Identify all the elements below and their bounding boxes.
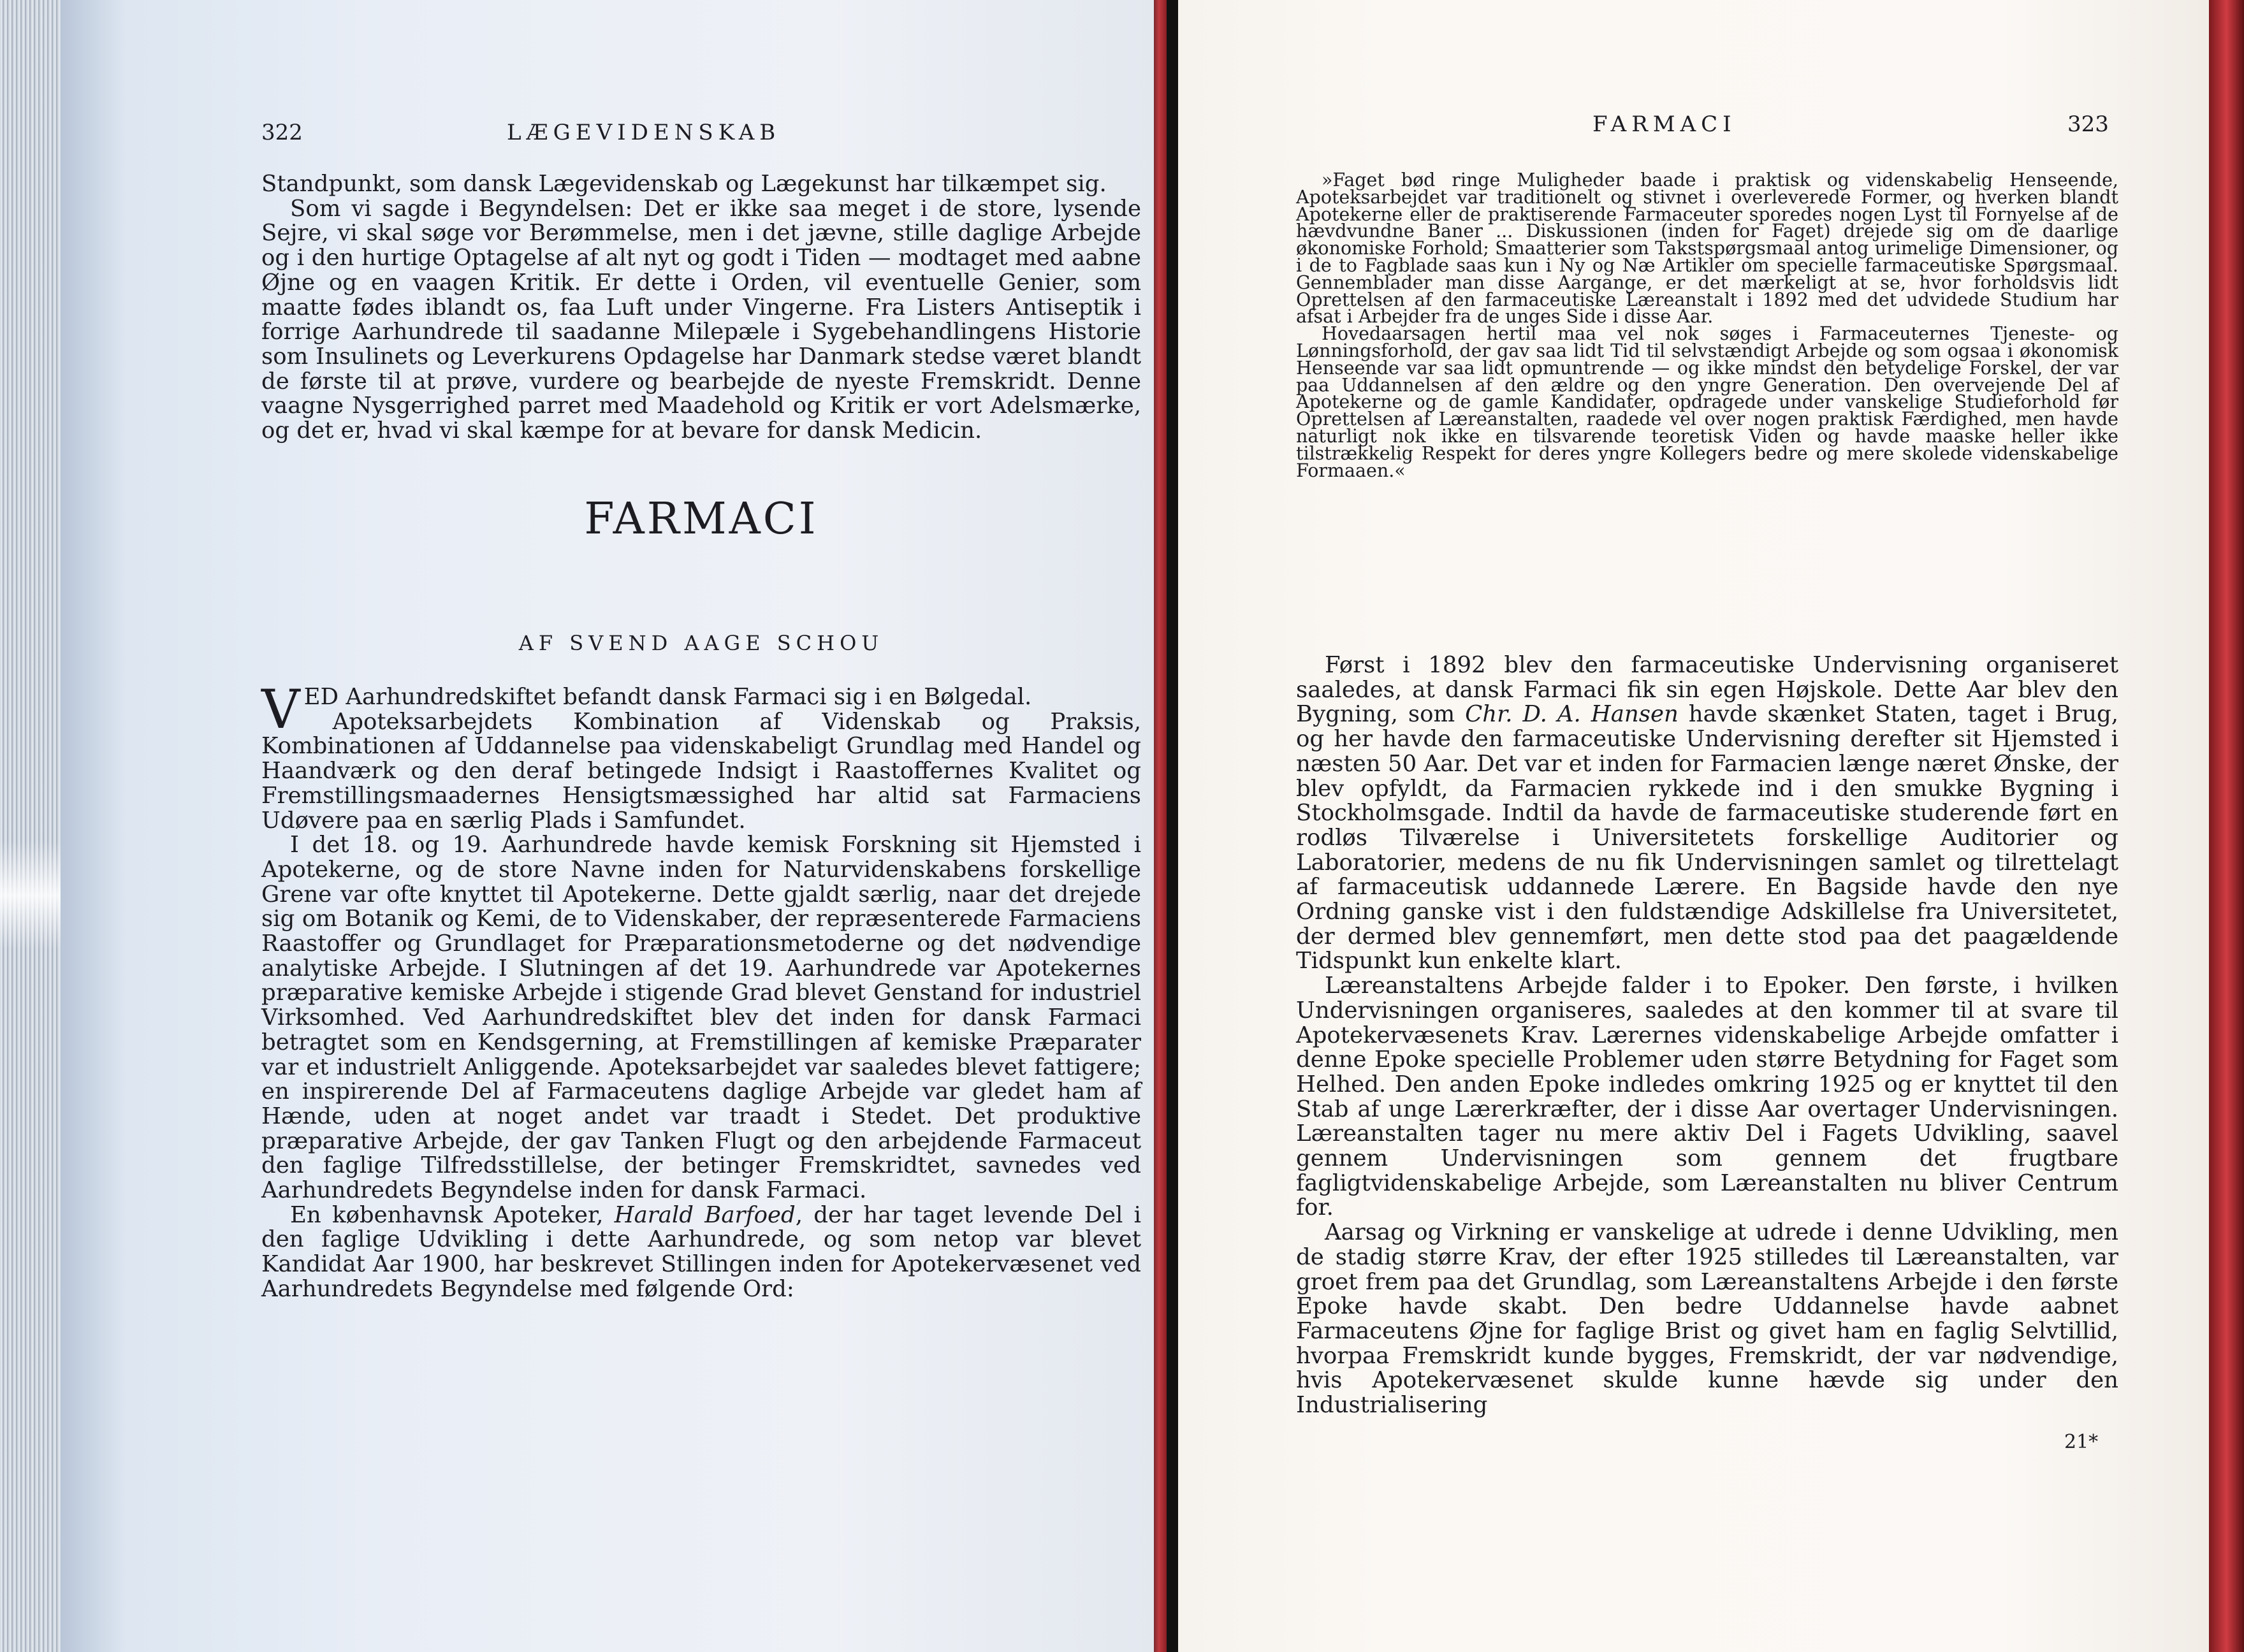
right-paragraph-1-text-b: havde skænket Staten, taget i Brug, og her havde den farmaceutiske Undervisning derefter sit Hjemsted i næsten 50 Aar. Det var et inden for Farmacien længe næret Ønske, der blev opfyldt, da Farmacien rykkede ind i den smukke Bygning i Stockholmsgade. Indtil da havde de farmaceutiske studerende ført en rodløs Tilværelse i Universitetets forskellige Auditorier og Laboratorier, medens de nu fik Undervisningen samlet og tilrettelagt af farmaceutisk uddannede Lærere. En Bagside havde den nye Ordning ganske vist i den fuldstændige Adskillelse fra Universitetet, der dermed blev gennemført, men dette stod paa det paagældende Tidspunkt kun enkelte klart.: [1296, 701, 2118, 975]
left-page-number: 322: [261, 120, 303, 145]
right-paragraph-1: [1296, 653, 2118, 974]
paragraph-1: Apoteksarbejdets Kombination af Videnskab og Praksis, Kombinationen af Uddannelse paa videnskabeligt Grundlag med Handel og Haandværk og den deraf betingede Indsigt i Raastoffernes Kvalitet og Fremstillingsmaadernes Hensigtsmæssighed har altid sat Farmaciens Udøvere paa en særlig Plads i Samfundet.: [261, 708, 1141, 834]
right-paragraph-3: Aarsag og Virkning er vanskelige at udrede i denne Udvikling, men de stadig større Krav, der efter 1925 stilledes til Læreanstalten, var groet frem paa det Grundlag, som Læreanstaltens Arbejde i den første Epoke havde skabt. Den bedre Uddannelse havde aabnet Farmaceutens Øjne for faglige Brist og givet ham en faglig Selvtillid, hvorpaa Fremskridt kunde bygges, Fremskridt, der var nødvendige, hvis Apotekervæsenet skulde kunne hævde sig under den Industrialisering: [1296, 1219, 2118, 1419]
right-page-number: 323: [2067, 112, 2109, 137]
paragraph-3-text-b: , der har taget levende Del i den faglige Udvikling i dette Aarhundrede, og som netop var blevet Kandidat Aar 1900, har beskrevet Stillingen inden for Apotekervæsenet ved Aarhundredets Begyndelse med følgende Ord:: [261, 1201, 1141, 1302]
right-body-text: [1296, 653, 2118, 1418]
left-page: [61, 0, 1154, 1652]
intro-paragraph-2: Som vi sagde i Begyndelsen: Det er ikke saa meget i de store, lysende Sejre, vi skal søge vor Berømmelse, men i det jævne, stille daglige Arbejde og i den hurtige Optagelse af alt nyt og godt i Tiden — modtaget med aabne Øjne og en vaagen Kritik. Er dette i Orden, vil eventuelle Genier, som maatte fødes iblandt os, faa Luft under Vingerne. Fra Listers Antiseptik i forrige Aarhundrede til saadanne Milepæle i Sygebehandlingens Historie som Insulinets og Leverkurens Opdagelse har Danmark stedse været blandt de første til at prøve, vurdere og bearbejde de nyeste Fremskridt. Denne vaagne Nysgerrighed parret med Maadehold og Kritik er vort Adelsmærke, og det er, hvad vi skal kæmpe for at bevare for dansk Medicin.: [261, 195, 1141, 444]
gutter-shadow: [1167, 0, 1178, 1652]
intro-text: [261, 172, 1141, 444]
book-gutter: [1154, 0, 1167, 1652]
left-running-head: LÆGEVIDENSKAB: [507, 120, 781, 145]
farmaci-text: [261, 678, 1141, 1302]
drop-cap: V: [261, 678, 300, 741]
paragraph-3-text-a: En københavnsk Apoteker,: [290, 1201, 615, 1228]
right-paragraph-2: Læreanstaltens Arbejde falder i to Epoker. Den første, i hvilken Undervisningen organiseres, saaledes at den kommer til at svare til Apotekervæsenets Krav. Lærernes videnskabelige Arbejde omfatter i denne Epoke specielle Problemer uden større Betydning for Faget som Helhed. Den anden Epoke indledes omkring 1925 og er knyttet til den Stab af unge Lærerkræfter, der i disse Aar overtager Undervisningen. Læreanstalten tager nu mere aktiv Del i Fagets Udvikling, saavel gennem Undervisningen som gennem det frugtbare fagligtvidenskabelige Arbejde, som Læreanstalten nu bliver Centrum for.: [1296, 973, 2118, 1221]
quote-paragraph-1: »Faget bød ringe Muligheder baade i praktisk og videnskabelig Henseende, Apoteksarbejdet var traditionelt og stivnet i overleverede Former, og hverken blandt Apotekerne eller de praktiserende Farmaceuter sporedes nogen Lyst til Fornyelse af de hævdvundne Baner ... Diskussionen (inden for Faget) drejede sig om de daarlige økonomiske Forhold; Smaatterier som Takstspørgsmaal antog urimelige Dimensioner, og i de to Fagblade saas kun i Ny og Næ Artikler om specielle farmaceutiske Spørgsmaal. Gennemblader man disse Aargange, er det mærkeligt at se, hvor forholdsvis lidt Oprettelsen af den farmaceutiske Læreanstalt i 1892 med det udvidede Studium har afsat i Arbejder fra de unges Side i disse Aar.: [1296, 170, 2118, 328]
opening-paragraph: [261, 678, 1141, 741]
book-page-edges: [0, 0, 61, 1652]
right-running-head: FARMACI: [1592, 112, 1737, 137]
section-title: FARMACI: [584, 494, 819, 544]
right-page: [1178, 0, 2209, 1652]
section-byline: AF SVEND AAGE SCHOU: [518, 631, 884, 655]
book-cover-edge: [2209, 0, 2244, 1652]
quote-paragraph-2: Hovedaarsagen hertil maa vel nok søges i Farmaceuternes Tjeneste- og Lønningsforhold, der gav saa lidt Tid til selvstændigt Arbejde og som ogsaa i økonomisk Henseende var saa lidt opmuntrende — og ikke mindst den betydelige Forskel, der var paa Uddannelsen af den ældre og den yngre Generation. Den overvejende Del af Apotekerne og de gamle Kandidater, opdragede under vanskelige Studieforhold før Oprettelsen af Læreanstalten, raadede vel over nogen praktisk Færdighed, men havde naturligt nok ikke en tilsvarende teoretisk Viden og havde maaske heller ikke tilstrækkelig Respekt for deres yngre Kollegers bedre og mere skolede videnskabelige Formaaen.«: [1296, 323, 2118, 481]
opening-text: ED Aarhundredskiftet befandt dansk Farmaci sig i en Bølgedal.: [303, 684, 1032, 710]
donor-name: Chr. D. A. Hansen: [1465, 701, 1679, 728]
signature-mark: 21*: [2064, 1431, 2099, 1453]
quotation-block: [1296, 172, 2118, 479]
intro-paragraph-1: Standpunkt, som dansk Lægevidenskab og Lægekunst har tilkæmpet sig.: [261, 171, 1107, 197]
paragraph-2: I det 18. og 19. Aarhundrede havde kemisk Forskning sit Hjemsted i Apotekerne, og de store Navne inden for Naturvidenskabens forskellige Grene var ofte knyttet til Apotekerne. Dette gjaldt særlig, naar det drejede sig om Botanik og Kemi, de to Videnskaber, der repræsenterede Farmaciens Raastoffer og Grundlaget for Præparationsmetoderne og det nødvendige analytiske Arbejde. I Slutningen af det 19. Aarhundrede var Apotekernes præparative kemiske Arbejde i stigende Grad blevet Genstand for industriel Virksomhed. Ved Aarhundredskiftet blev det inden for dansk Farmaci betragtet som en Kendsgerning, at Fremstillingen af kemiske Præparater var et industrielt Anliggende. Apoteksarbejdet var saaledes blevet fattigere; en inspirerende Del af Farmaceutens daglige Arbejde var gledet ham af Hænde, uden at noget andet var traadt i Stedet. Det produktive præparative Arbejde, der gav Tanken Flugt og den arbejdende Farmaceut den faglige Tilfredsstillelse, der betinger Fremskridtet, savnedes ved Aarhundredets Begyndelse inden for dansk Farmaci.: [261, 832, 1141, 1204]
right-paragraph-1-text-a: Først i 1892 blev den farmaceutiske Undervisning organiseret saaledes, at dansk Farmaci fik sin egen Højskole. Dette Aar blev den Bygning, som: [1296, 652, 2118, 728]
paragraph-3: [261, 1203, 1141, 1302]
person-name: Harald Barfoed: [614, 1201, 796, 1228]
